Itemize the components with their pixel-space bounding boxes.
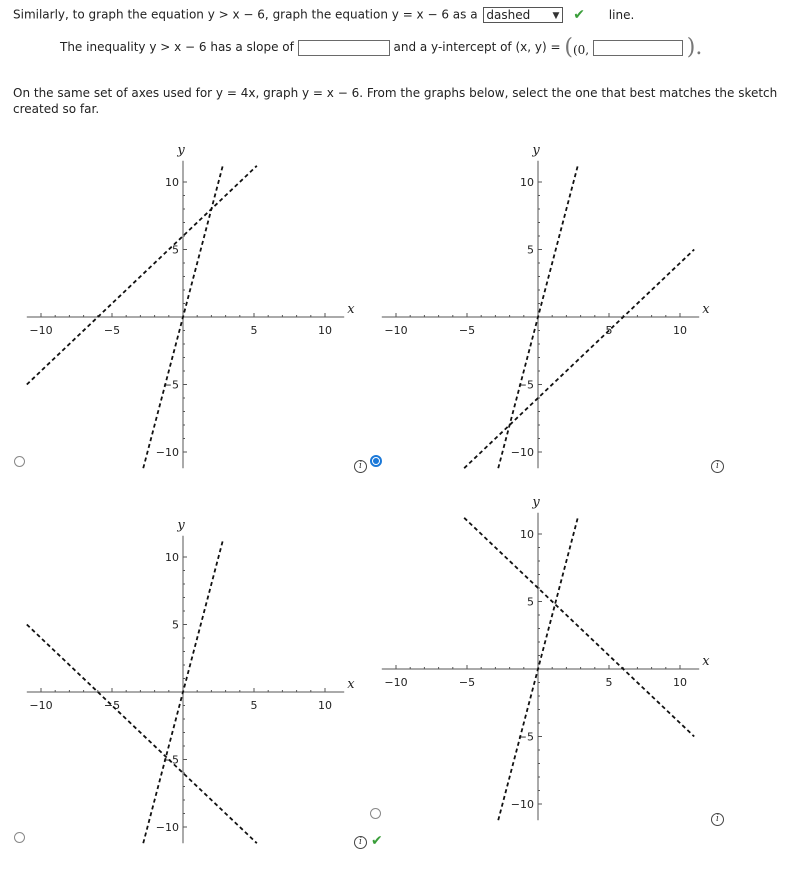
y-tick-label: −10 bbox=[155, 821, 179, 834]
radio-option-b[interactable] bbox=[370, 455, 382, 467]
info-icon[interactable]: i bbox=[354, 460, 367, 473]
info-icon[interactable]: i bbox=[354, 836, 367, 849]
graph-line-shallow bbox=[464, 518, 694, 737]
info-icon[interactable]: i bbox=[711, 813, 724, 826]
y-axis-label: y bbox=[177, 517, 185, 533]
x-tick-label: −5 bbox=[458, 676, 476, 689]
x-tick-label: −10 bbox=[29, 324, 53, 337]
graph-option-a bbox=[28, 142, 355, 470]
graph-line-shallow bbox=[464, 250, 694, 469]
info-icon[interactable]: i bbox=[711, 460, 724, 473]
line-type-suffix: line. bbox=[608, 7, 635, 22]
y-axis-label: y bbox=[177, 142, 185, 158]
intercept-close: ). bbox=[686, 35, 703, 60]
y-tick-label: 5 bbox=[527, 243, 534, 257]
radio-option-a[interactable] bbox=[14, 456, 25, 467]
intercept-open-label: (0, bbox=[572, 43, 590, 57]
y-tick-label: −10 bbox=[155, 446, 179, 459]
checkmark-icon: ✔ bbox=[371, 833, 383, 849]
x-tick-label: 10 bbox=[673, 324, 687, 337]
y-tick-label: 5 bbox=[172, 618, 179, 632]
x-axis-label: x bbox=[347, 302, 355, 317]
x-tick-label: −10 bbox=[384, 676, 408, 689]
x-tick-label: 5 bbox=[250, 324, 258, 337]
x-tick-label: −5 bbox=[103, 699, 121, 712]
chevron-down-icon: ▼ bbox=[552, 11, 560, 21]
checkmark-icon: ✔ bbox=[573, 7, 585, 23]
y-tick-label: 10 bbox=[165, 176, 179, 189]
radio-option-d[interactable] bbox=[370, 808, 381, 819]
y-tick-label: −5 bbox=[517, 378, 534, 392]
slope-input[interactable] bbox=[298, 40, 390, 56]
graph-option-d bbox=[383, 494, 710, 822]
y-axis-label: y bbox=[532, 494, 540, 510]
y-intercept-input[interactable] bbox=[593, 40, 683, 56]
graph-option-b bbox=[383, 142, 710, 470]
x-tick-label: −5 bbox=[458, 324, 476, 337]
y-tick-label: −5 bbox=[162, 378, 179, 392]
y-tick-label: −10 bbox=[510, 798, 534, 811]
line-type-select-value: dashed bbox=[486, 8, 531, 22]
y-tick-label: 10 bbox=[165, 551, 179, 564]
radio-option-c[interactable] bbox=[14, 832, 25, 843]
y-axis-label: y bbox=[532, 142, 540, 158]
instruction-text: On the same set of axes used for y = 4x, graph y = x − 6. From the graphs below, select the one that best matches the sketch created so far. bbox=[13, 86, 778, 116]
y-tick-label: −10 bbox=[510, 446, 534, 459]
y-tick-label: −5 bbox=[162, 753, 179, 767]
graph-line-shallow bbox=[27, 166, 257, 385]
x-tick-label: −5 bbox=[103, 324, 121, 337]
x-tick-label: 5 bbox=[605, 324, 613, 337]
y-tick-label: 10 bbox=[520, 528, 534, 541]
x-tick-label: 5 bbox=[250, 699, 258, 712]
x-tick-label: 10 bbox=[318, 699, 332, 712]
slope-prompt: The inequality y > x − 6 has a slope of bbox=[60, 40, 294, 54]
x-axis-label: x bbox=[702, 302, 710, 317]
graph-line-shallow bbox=[27, 625, 257, 844]
line-type-select[interactable] bbox=[483, 7, 563, 23]
intercept-prompt: and a y-intercept of (x, y) = bbox=[393, 40, 561, 54]
intercept-open: ((0, bbox=[564, 35, 590, 60]
x-tick-label: 10 bbox=[318, 324, 332, 337]
y-tick-label: 5 bbox=[172, 243, 179, 257]
x-tick-label: 5 bbox=[605, 676, 613, 689]
x-tick-label: 10 bbox=[673, 676, 687, 689]
y-tick-label: 10 bbox=[520, 176, 534, 189]
y-tick-label: −5 bbox=[517, 730, 534, 744]
question-line-2 bbox=[60, 35, 702, 60]
question-line-1 bbox=[13, 7, 634, 23]
x-axis-label: x bbox=[702, 654, 710, 669]
x-axis-label: x bbox=[347, 677, 355, 692]
line-type-prompt: Similarly, to graph the equation y > x − 6, graph the equation y = x − 6 as a bbox=[13, 7, 478, 22]
x-tick-label: −10 bbox=[384, 324, 408, 337]
y-tick-label: 5 bbox=[527, 595, 534, 609]
x-tick-label: −10 bbox=[29, 699, 53, 712]
graph-option-c bbox=[28, 517, 355, 845]
